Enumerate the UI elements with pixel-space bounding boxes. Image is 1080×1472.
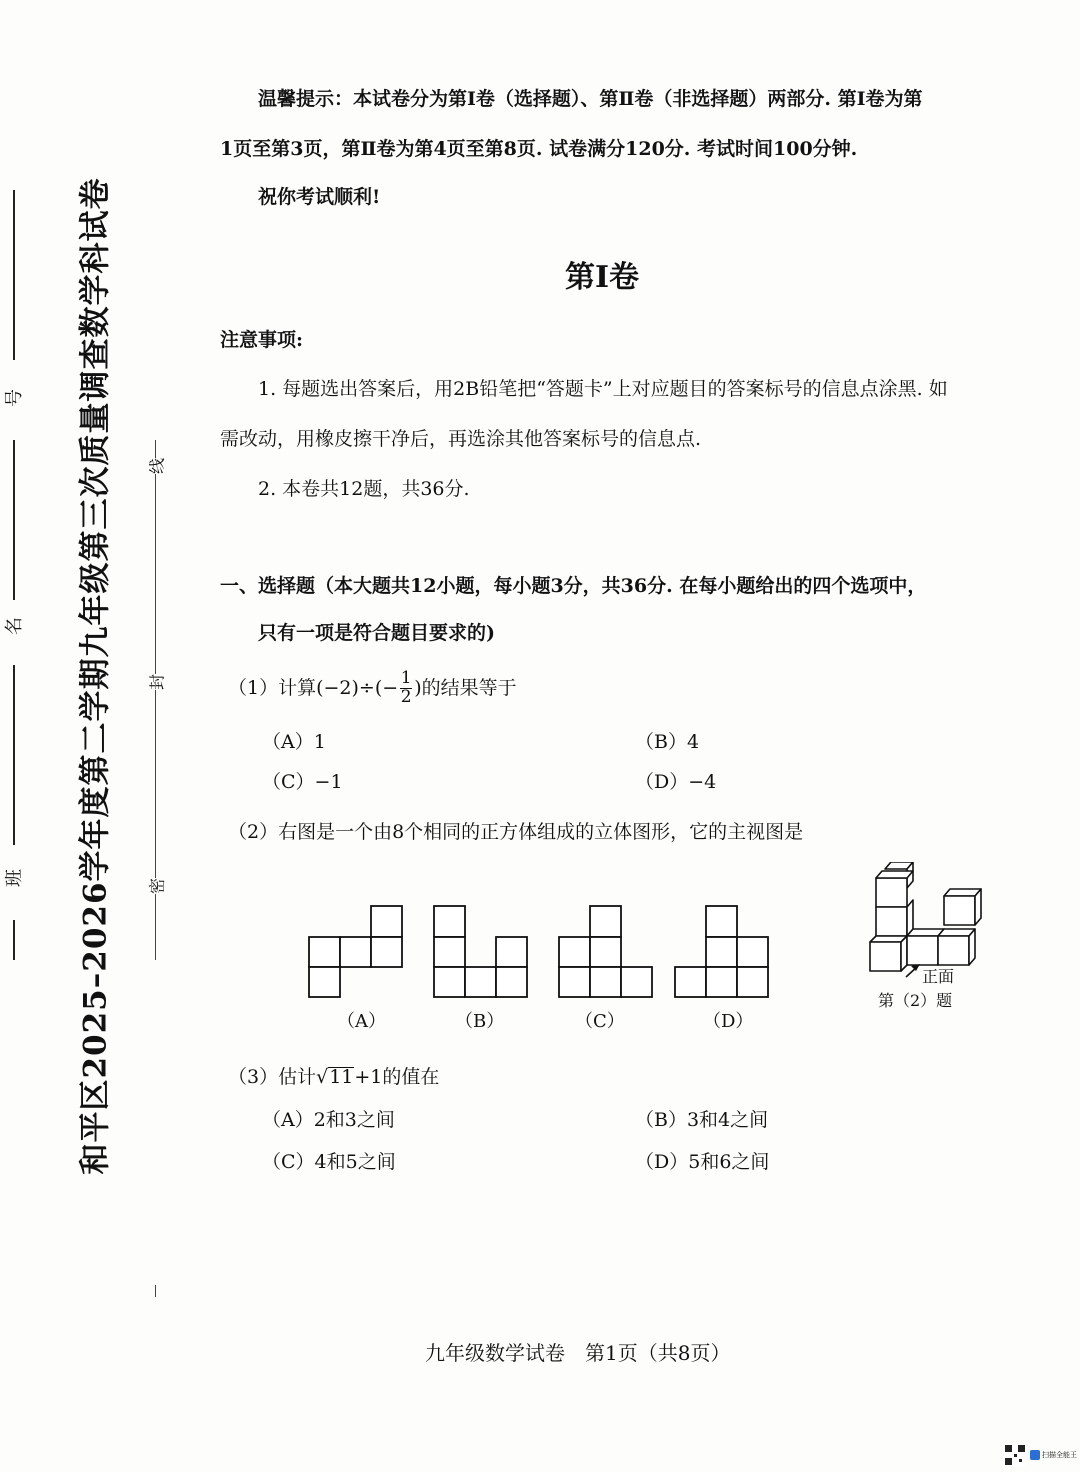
q2-label-c: （C） xyxy=(575,1011,625,1032)
q2-label-a: （A） xyxy=(337,1011,386,1032)
q3-suffix: +1的值在 xyxy=(354,1066,440,1088)
notes-item1-line1: 1. 每题选出答案后，用2B铅笔把“答题卡”上对应题目的答案标号的信息点涂黑. 如 xyxy=(258,378,948,400)
q3-sqrt-sign: √ xyxy=(316,1066,329,1088)
blank-label-class: 班 xyxy=(4,869,25,887)
q3-radicand: 11 xyxy=(329,1066,354,1088)
q3-option-a: （A）2和3之间 xyxy=(262,1109,395,1131)
q1-fraction xyxy=(400,667,412,707)
q1-suffix: )的结果等于 xyxy=(414,676,517,699)
q3-option-b: （B）3和4之间 xyxy=(635,1109,769,1131)
q2-label-b: （B） xyxy=(455,1011,505,1032)
page-footer: 九年级数学试卷 第1页（共8页） xyxy=(425,1341,731,1365)
q2-front-label: 正面 xyxy=(922,967,955,986)
scanner-watermark xyxy=(1004,1444,1077,1466)
blank-line-1 xyxy=(13,190,15,360)
notes-item2: 2. 本卷共12题，共36分. xyxy=(258,478,470,500)
binding-label-close: 密 xyxy=(145,878,168,894)
wish-text: 祝你考试顺利! xyxy=(258,186,381,208)
blank-label-number: 号 xyxy=(4,389,25,407)
notes-heading: 注意事项: xyxy=(220,329,304,351)
q2-stem: （2）右图是一个由8个相同的正方体组成的立体图形，它的主视图是 xyxy=(228,821,804,843)
blank-label-name: 名 xyxy=(4,617,25,635)
scanner-logo-icon xyxy=(1030,1450,1040,1460)
binding-label-seal: 封 xyxy=(145,674,168,690)
q2-figure-b xyxy=(434,906,527,997)
q1-option-a: （A）1 xyxy=(262,731,326,753)
q2-label-d: （D） xyxy=(703,1011,754,1032)
qr-code-icon xyxy=(1004,1444,1026,1466)
q2-figure-d xyxy=(675,906,768,997)
q1-option-c: （C）−1 xyxy=(262,771,343,793)
q1-prefix: （1）计算(−2)÷(− xyxy=(228,676,399,699)
tip-line-1: 温馨提示：本试卷分为第Ⅰ卷（选择题）、第Ⅱ卷（非选择题）两部分. 第Ⅰ卷为第 xyxy=(258,88,923,110)
q2-solid-figure xyxy=(860,862,1020,982)
q1-option-b: （B）4 xyxy=(635,731,700,753)
binding-label-line: 线 xyxy=(145,458,168,474)
part1-heading-line1: 一、选择题（本大题共12小题，每小题3分，共36分. 在每小题给出的四个选项中， xyxy=(220,575,927,597)
q1-frac-num: 1 xyxy=(400,667,412,688)
notes-item1-line2: 需改动，用橡皮擦干净后，再选涂其他答案标号的信息点. xyxy=(220,428,702,450)
blank-line-3 xyxy=(13,665,15,845)
q1-stem xyxy=(228,668,517,708)
side-exam-title: 和平区2025–2026学年度第二学期九年级第三次质量调查数学科试卷 xyxy=(77,177,114,1175)
tip-line-2: 1页至第3页，第Ⅱ卷为第4页至第8页. 试卷满分120分. 考试时间100分钟. xyxy=(220,138,858,160)
watermark-text: 扫描全能王 xyxy=(1042,1451,1077,1459)
part1-heading-line2: 只有一项是符合题目要求的) xyxy=(258,622,495,644)
blank-line-4 xyxy=(13,920,15,960)
q3-option-d: （D）5和6之间 xyxy=(635,1151,770,1173)
q2-figure-c xyxy=(559,906,652,997)
q2-figure-caption: 第（2）题 xyxy=(878,991,953,1010)
binding-line-bottom xyxy=(155,1285,156,1297)
q3-option-c: （C）4和5之间 xyxy=(262,1151,396,1173)
q1-frac-den: 2 xyxy=(400,686,412,707)
blank-line-2 xyxy=(13,440,15,600)
q1-option-d: （D）−4 xyxy=(635,771,717,793)
q2-figure-a xyxy=(309,906,402,997)
q3-prefix: （3）估计 xyxy=(228,1066,317,1088)
section-title: 第Ⅰ卷 xyxy=(565,260,640,295)
q3-stem xyxy=(228,1067,439,1087)
